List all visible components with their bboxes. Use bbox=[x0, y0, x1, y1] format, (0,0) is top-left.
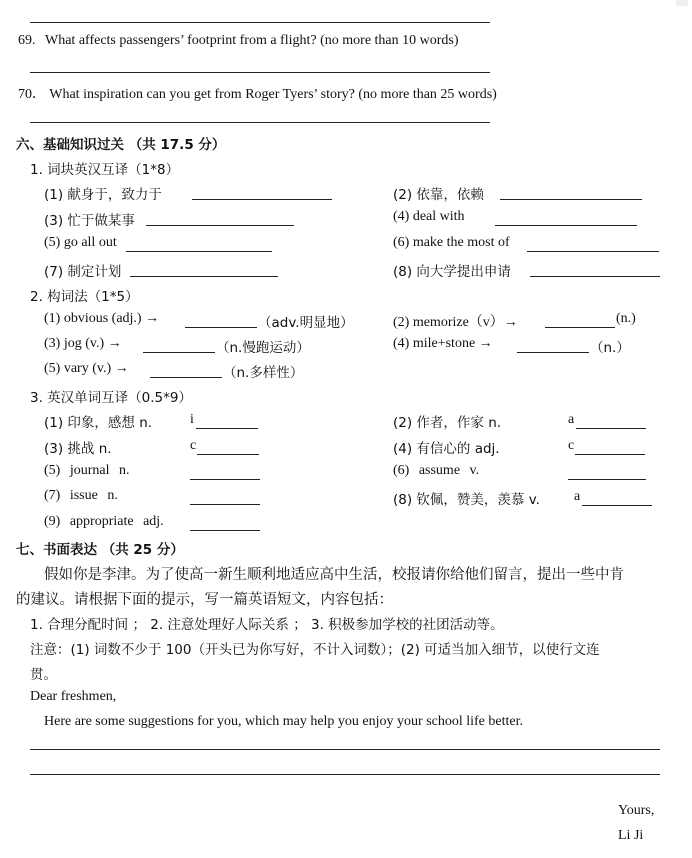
answer-line-70 bbox=[30, 122, 490, 123]
part1-item-5-label: (5) go all out bbox=[44, 235, 117, 250]
part3-item-8: (8) 钦佩，赞美，羡慕 v. bbox=[393, 492, 540, 508]
part1-item-5 bbox=[44, 235, 117, 251]
part2-blank-3[interactable] bbox=[143, 338, 215, 353]
question-69-number: 69. bbox=[18, 33, 36, 48]
part1-blank-7[interactable] bbox=[130, 262, 278, 277]
part1-item-1-label: (1) 献身于，致力于 bbox=[44, 187, 162, 203]
part1-item-7 bbox=[44, 260, 121, 280]
writing-prompt-line-2: 的建议。请根据下面的提示，写一篇英语短文，内容包括： bbox=[16, 592, 393, 608]
question-70 bbox=[18, 83, 497, 103]
scrollbar-thumb[interactable] bbox=[676, 0, 688, 6]
part1-item-8-label: (8) 向大学提出申请 bbox=[393, 264, 511, 280]
part2-item-4 bbox=[393, 336, 493, 352]
part1-item-6-label: (6) make the most of bbox=[393, 235, 510, 250]
answer-line-68 bbox=[30, 22, 490, 23]
part1-blank-6[interactable] bbox=[527, 237, 659, 252]
part3-item-7: (7) issue n. bbox=[44, 488, 118, 503]
question-69-text: What affects passengers’ footprint from a flight? (no more than 10 words) bbox=[45, 33, 459, 48]
answer-line-69 bbox=[30, 72, 490, 73]
part2-item-2-suffix: (n.) bbox=[616, 311, 636, 326]
part1-item-3 bbox=[44, 209, 135, 229]
part3-hint-3: c bbox=[190, 438, 197, 453]
part3-blank-1[interactable] bbox=[196, 414, 258, 429]
letter-opening: Here are some suggestions for you, which may help you enjoy your school life better. bbox=[44, 714, 523, 729]
part2-item-2 bbox=[393, 311, 518, 331]
section-6-title: 六、基础知识过关 （共 17.5 分） bbox=[16, 137, 226, 153]
part1-item-8 bbox=[393, 260, 511, 280]
writing-points: 1. 合理分配时间 ； 2. 注意处理好人际关系 ； 3. 积极参加学校的社团活动等。 bbox=[30, 617, 504, 633]
letter-greeting: Dear freshmen, bbox=[30, 689, 117, 704]
writing-note-line-2: 贯。 bbox=[30, 667, 57, 683]
writing-prompt-line-1: 假如你是李津。为了使高一新生顺利地适应高中生活，校报请你给他们留言，提出一些中肯 bbox=[44, 567, 624, 583]
part2-item-4-prefix: (4) mile+stone → bbox=[393, 336, 493, 351]
part3-blank-2[interactable] bbox=[576, 414, 646, 429]
part2-item-3 bbox=[44, 336, 122, 352]
part-3-title: 3. 英汉单词互译（0.5*9） bbox=[30, 390, 192, 406]
part2-blank-4[interactable] bbox=[517, 338, 589, 353]
part3-blank-6[interactable] bbox=[568, 465, 646, 480]
part3-item-5: (5) journal n. bbox=[44, 463, 130, 478]
part3-item-1: (1) 印象，感想 n. bbox=[44, 415, 153, 431]
part1-item-4-label: (4) deal with bbox=[393, 209, 465, 224]
part2-item-2-prefix: (2) memorize（v）→ bbox=[393, 315, 518, 330]
part1-blank-8[interactable] bbox=[530, 262, 660, 277]
part3-item-3: (3) 挑战 n. bbox=[44, 441, 112, 457]
part1-item-6 bbox=[393, 235, 510, 251]
part3-item-6: (6) assume v. bbox=[393, 463, 480, 478]
writing-line-2[interactable] bbox=[30, 774, 660, 775]
part1-item-1 bbox=[44, 183, 162, 203]
part2-item-1-prefix: (1) obvious (adj.) → bbox=[44, 311, 160, 326]
part2-blank-5[interactable] bbox=[150, 363, 222, 378]
part-1-title: 1. 词块英汉互译（1*8） bbox=[30, 162, 180, 178]
writing-line-1[interactable] bbox=[30, 749, 660, 750]
part3-item-9: (9) appropriate adj. bbox=[44, 514, 164, 529]
writing-note-line-1: 注意：(1) 词数不少于 100（开头已为你写好，不计入词数）；(2) 可适当加入细节，以使行文连 bbox=[30, 642, 600, 658]
question-70-number: 70． bbox=[18, 87, 46, 102]
part2-item-4-suffix: （n.） bbox=[590, 340, 630, 356]
part3-item-4: (4) 有信心的 adj. bbox=[393, 441, 500, 457]
part3-hint-8: a bbox=[574, 489, 581, 504]
part2-item-3-suffix: （n.慢跑运动） bbox=[216, 340, 310, 356]
part2-item-5-prefix: (5) vary (v.) → bbox=[44, 361, 129, 376]
part3-hint-2: a bbox=[568, 412, 575, 427]
part3-item-2: (2) 作者，作家 n. bbox=[393, 415, 502, 431]
part1-item-4 bbox=[393, 209, 465, 225]
part-2-title: 2. 构词法（1*5） bbox=[30, 289, 139, 305]
part3-blank-5[interactable] bbox=[190, 465, 260, 480]
letter-signature: Li Ji bbox=[618, 828, 644, 843]
question-69 bbox=[18, 33, 459, 49]
part1-blank-1[interactable] bbox=[192, 185, 332, 200]
part3-blank-9[interactable] bbox=[190, 516, 260, 531]
part1-blank-3[interactable] bbox=[146, 211, 294, 226]
part1-item-2 bbox=[393, 183, 484, 203]
part3-hint-1: i bbox=[190, 412, 194, 427]
question-70-text: What inspiration can you get from Roger Tyers’ story? (no more than 25 words) bbox=[49, 87, 497, 102]
part1-blank-5[interactable] bbox=[126, 237, 272, 252]
part3-hint-4: c bbox=[568, 438, 575, 453]
part1-item-7-label: (7) 制定计划 bbox=[44, 264, 122, 280]
part2-item-5-suffix: （n.多样性） bbox=[223, 365, 304, 381]
part2-blank-1[interactable] bbox=[185, 313, 257, 328]
part2-item-3-prefix: (3) jog (v.) → bbox=[44, 336, 122, 351]
section-7-title: 七、书面表达 （共 25 分） bbox=[16, 542, 184, 558]
part1-blank-4[interactable] bbox=[495, 211, 637, 226]
part2-blank-2[interactable] bbox=[545, 313, 615, 328]
part2-item-1 bbox=[44, 311, 159, 327]
part3-blank-8[interactable] bbox=[582, 491, 652, 506]
part1-blank-2[interactable] bbox=[500, 185, 642, 200]
part2-item-5 bbox=[44, 361, 129, 377]
part1-item-2-label: (2) 依靠，依赖 bbox=[393, 187, 484, 203]
part3-blank-7[interactable] bbox=[190, 490, 260, 505]
letter-closing: Yours, bbox=[618, 803, 655, 818]
part3-blank-4[interactable] bbox=[575, 440, 645, 455]
part3-blank-3[interactable] bbox=[197, 440, 259, 455]
part2-item-1-suffix: （adv.明显地） bbox=[258, 315, 354, 331]
part1-item-3-label: (3) 忙于做某事 bbox=[44, 213, 135, 229]
